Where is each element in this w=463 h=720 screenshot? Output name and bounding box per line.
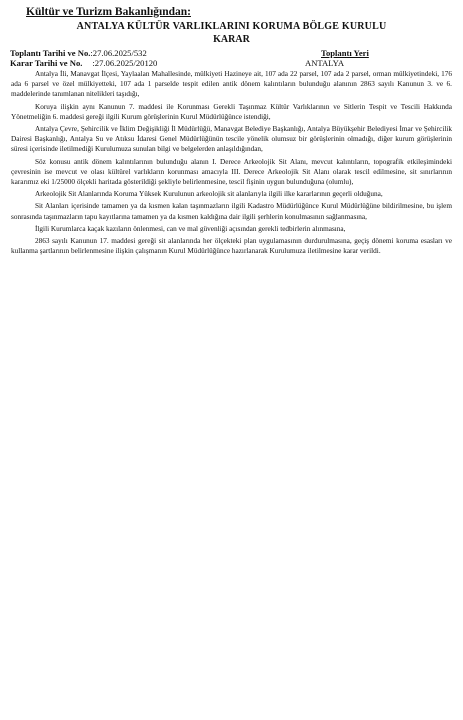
decision-date-label: Karar Tarihi ve No. (10, 58, 83, 68)
paragraph: 2863 sayılı Kanunun 17. maddesi gereği sit alanlarında her ölçekteki plan uygulamasının durdurulmasına, geçiş dönemi koruma esasları ve kullanma şartlarının belirlenmesine ilişkin çalışmanın Kurul Müdürlüğünce hazırlanarak Kurulumuza iletilmesine karar verildi. (11, 237, 452, 256)
paragraph: Antalya İli, Manavgat İlçesi, Yaylaalan Mahallesinde, mülkiyeti Hazineye ait, 107 ada 22 parsel, 107 ada 2 parsel, orman mülkiyetindeki, 176 ada 6 parsel ve özel mülkiyetteki, 107 ada 1 parselde tespit edilen antik dönem kalıntıların bulunduğu alanının 2863 sayılı Kanunun 3. ve 6. maddelerinde tanımlanan nitelikleri taşıdığı, (11, 70, 452, 99)
paragraph: İlgili Kurumlarca kaçak kazıların önlenmesi, can ve mal güvenliği açısından gerekli tedbirlerin alınmasına, (35, 224, 346, 233)
decision-date-value: :27.06.2025/20120 (92, 58, 158, 68)
paragraph: Antalya Çevre, Şehircilik ve İklim Değişikliği İl Müdürlüğü, Manavgat Belediye Başkanlığı, Antalya Büyükşehir Belediyesi İmar ve Şehircilik Dairesi Başkanlığı, Antalya Su ve Atıksu İdaresi Genel Müdürlüğünün tescile yönelik olumsuz bir görüşlerinin olmadığı, diğer kurum görüşlerinin süresi içerisinde iletilmediği Kurulumuza sunulan bilgi ve belgelerden anlaşıldığından, (11, 125, 452, 154)
meeting-place-value: ANTALYA (305, 58, 345, 68)
paragraph: Sit Alanları içerisinde tamamen ya da kısmen kalan taşınmazların ilgili Kadastro Müdürlüğünce Kurul Müdürlüğüne bildirilmesine, bu işlem sonrasında taşınmazların tapu kayıtlarına tamamen ya da kısmen kaldığına dair ilgili şerhlerin konulmasının sağlanmasına, (11, 202, 452, 221)
paragraph: Söz konusu antik dönem kalıntılarının bulunduğu alanın I. Derece Arkeolojik Sit Alanı, mevcut kalıntıların, topografik etkileşimindeki çevresinin ise mevcut ve olası kültürel varlıkların korunması amacıyla III. Derece Arkeolojik Sit Alanı olarak tescil edilmesine, sit sınırlarının kararımız eki 1/25000 ölçekli haritada gösterildiği şekliyle belirlenmesine, tescil fişinin uygun bulunduğuna (olumlu), (11, 157, 452, 187)
ministry-heading: Kültür ve Turizm Bakanlığından: (26, 6, 191, 18)
meeting-date-line (10, 48, 450, 58)
paragraph: Koruya ilişkin aynı Kanunun 7. maddesi ile Korunması Gerekli Taşınmaz Kültür Varlıklarının ve Sitlerin Tespit ve Tescili Hakkında Yönetmeliğin 6. maddesi gereği ilgili Kurum görüşlerinin Kurul Müdürlüğünce istendiği, (11, 102, 452, 121)
decision-body (11, 69, 452, 258)
decision-title: KARAR (213, 34, 250, 45)
meeting-place-label: Toplantı Yeri (321, 48, 369, 58)
paragraph: Arkeolojik Sit Alanlarında Koruma Yüksek Kurulunun arkeolojik sit alanlarıyla ilgili ilke kararlarının geçerli olduğuna, (35, 190, 383, 199)
meeting-date-label: Toplantı Tarihi ve No. (10, 48, 91, 58)
decision-date-line (10, 58, 450, 68)
meeting-date-value: :27.06.2025/532 (90, 48, 147, 58)
board-title: ANTALYA KÜLTÜR VARLIKLARINI KORUMA BÖLGE KURULU (76, 21, 387, 32)
